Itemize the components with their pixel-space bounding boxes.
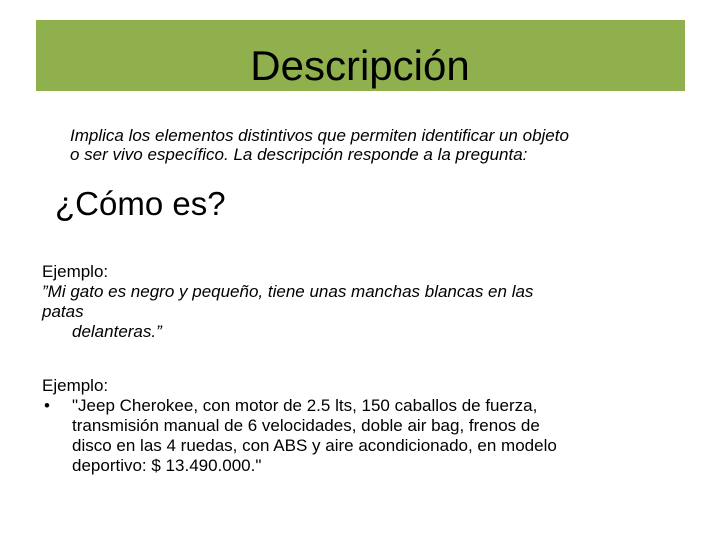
example-quote-line: delanteras.” [72, 322, 162, 341]
bullet-icon: • [44, 396, 50, 415]
bullet-line: deportivo: $ 13.490.000." [72, 456, 262, 475]
example-heading: Ejemplo: [42, 262, 109, 281]
bullet-line: "Jeep Cherokee, con motor de 2.5 lts, 150 caballos de fuerza, [72, 396, 538, 415]
slide-title-text: Descripción [250, 42, 470, 89]
intro-paragraph [70, 126, 690, 164]
intro-line: Implica los elementos distintivos que permiten identificar un objeto [70, 126, 569, 145]
example-heading: Ejemplo: [42, 376, 109, 395]
bullet-item [42, 396, 682, 476]
example-block-1 [42, 262, 682, 342]
example-quote-line: ”Mi gato es negro y pequeño, tiene unas manchas blancas en las [42, 282, 534, 301]
example-block-2 [42, 376, 682, 476]
bullet-line: transmisión manual de 6 velocidades, doble air bag, frenos de [72, 416, 540, 435]
question-heading: ¿Cómo es? [55, 185, 226, 222]
example-quote-line: patas [42, 302, 84, 321]
intro-line: o ser vivo específico. La descripción responde a la pregunta: [70, 145, 528, 164]
bullet-line: disco en las 4 ruedas, con ABS y aire acondicionado, en modelo [72, 436, 557, 455]
bullet-text [72, 396, 662, 476]
slide-title [0, 40, 720, 92]
